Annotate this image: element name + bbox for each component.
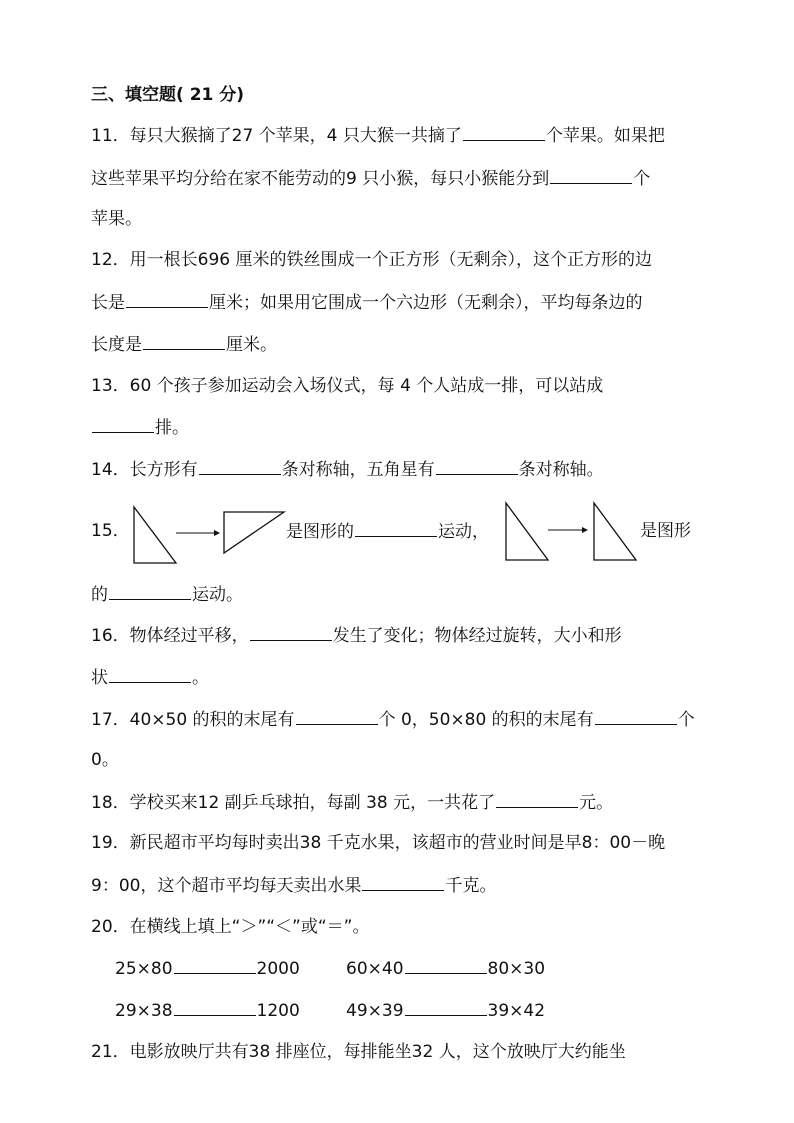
q16-line-1: 16．物体经过平移， 发生了变化；物体经过旋转，大小和形 (91, 623, 622, 648)
answer-blank[interactable] (143, 332, 225, 350)
q11-line-1: 11．每只大猴摘了27 个苹果，4 只大猴一共摘了 个苹果。如果把 (91, 123, 665, 148)
q19-line-1: 19．新民超市平均每时卖出38 千克水果，该超市的营业时间是早8：00－晚 (91, 833, 666, 853)
q20-row-2: 29×38 1200 (115, 998, 300, 1023)
triangle-icon (224, 512, 284, 553)
answer-blank[interactable] (199, 457, 281, 475)
answer-blank[interactable] (174, 956, 256, 974)
triangle-icon (506, 503, 548, 560)
answer-blank[interactable] (296, 707, 378, 725)
q17-line-2: 0。 (91, 750, 119, 770)
answer-blank[interactable] (405, 998, 487, 1016)
rotation-figure (500, 500, 640, 566)
answer-blank[interactable] (109, 665, 191, 683)
answer-blank[interactable] (405, 956, 487, 974)
triangle-icon (594, 503, 636, 560)
q16-line-2: 状 。 (91, 665, 209, 690)
answer-blank[interactable] (362, 873, 444, 891)
q11-line-3: 苹果。 (91, 209, 142, 229)
q12-line-2: 长是 厘米；如果用它围成一个六边形（无剩余），平均每条边的 (91, 290, 643, 315)
triangle-icon (134, 507, 176, 563)
q15-text-c: 是图形 (640, 521, 691, 541)
q20-row-1: 25×80 2000 (115, 956, 300, 981)
q21-line-1: 21．电影放映厅共有38 排座位，每排能坐32 人，这个放映厅大约能坐 (91, 1042, 626, 1062)
translation-figure (128, 505, 288, 567)
section-title: 三、填空题( 21 分) (91, 85, 245, 105)
answer-blank[interactable] (126, 290, 208, 308)
answer-blank[interactable] (109, 582, 191, 600)
answer-blank[interactable] (174, 998, 256, 1016)
q14-line: 14．长方形有 条对称轴，五角星有 条对称轴。 (91, 457, 604, 482)
q15-text-a: 是图形的 运动， (286, 519, 489, 544)
q20-row-2b: 49×39 39×42 (346, 998, 545, 1023)
q18-line: 18．学校买来12 副乒乓球拍，每副 38 元，一共花了 元。 (91, 790, 613, 815)
q12-line-3: 长度是 厘米。 (91, 332, 277, 357)
answer-blank[interactable] (436, 457, 518, 475)
q11-line-2: 这些苹果平均分给在家不能劳动的9 只小猴，每只小猴能分到 个 (91, 166, 650, 191)
q19-line-2: 9：00，这个超市平均每天卖出水果 千克。 (91, 873, 496, 898)
q12-line-1: 12．用一根长696 厘米的铁丝围成一个正方形（无剩余），这个正方形的边 (91, 250, 652, 270)
answer-blank[interactable] (92, 415, 154, 433)
answer-blank[interactable] (550, 166, 632, 184)
answer-blank[interactable] (595, 707, 677, 725)
q13-line-2: 排。 (91, 415, 189, 440)
answer-blank[interactable] (496, 790, 578, 808)
q17-line-1: 17．40×50 的积的末尾有 个 0，50×80 的积的末尾有 个 (91, 707, 695, 732)
q20-row-1b: 60×40 80×30 (346, 956, 545, 981)
answer-blank[interactable] (250, 623, 332, 641)
q15-number: 15． (91, 521, 130, 541)
q20-stem: 20．在横线上填上“＞”“＜”或“＝”。 (91, 917, 370, 937)
answer-blank[interactable] (355, 519, 437, 537)
q15-line-2: 的 运动。 (91, 582, 243, 607)
answer-blank[interactable] (463, 123, 545, 141)
q13-line-1: 13．60 个孩子参加运动会入场仪式，每 4 个人站成一排，可以站成 (91, 376, 604, 396)
